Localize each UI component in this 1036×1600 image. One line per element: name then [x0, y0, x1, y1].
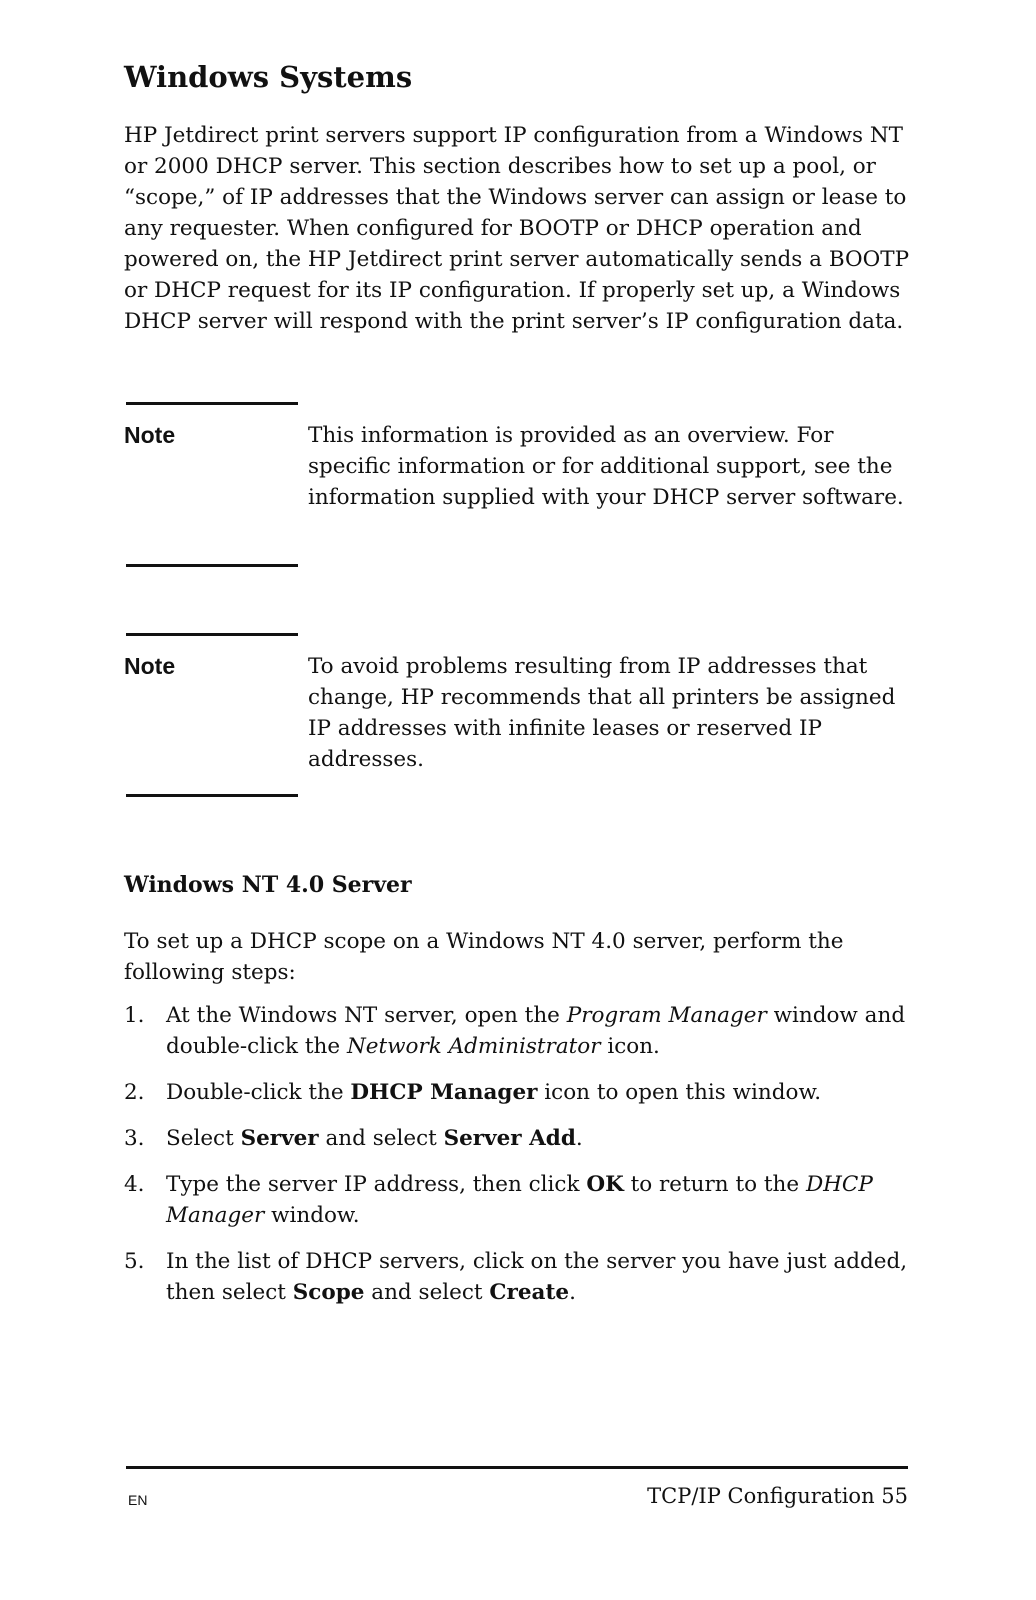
subsection-title: Windows NT 4.0 Server	[124, 872, 412, 898]
subsection-lead: To set up a DHCP scope on a Windows NT 4.0 server, perform the following steps:	[124, 929, 844, 985]
note-bottom-rule	[126, 794, 298, 797]
step-text: .	[575, 1126, 583, 1151]
step-item	[124, 1077, 924, 1108]
step-text: and select	[318, 1126, 444, 1151]
step-strong: Scope	[292, 1280, 365, 1305]
intro-paragraph: HP Jetdirect print servers support IP configuration from a Windows NT or 2000 DHCP server. This section describes how to set up a pool, or “scope,” of IP addresses that the Windows server can assign or lease to any requester. When configured for BOOTP or DHCP operation and powered on, the HP Jetdirect print server automatically sends a BOOTP or DHCP request for its IP configuration. If properly set up, a Windows DHCP server will respond with the print server’s IP configuration data.	[124, 123, 910, 334]
step-text: window.	[264, 1203, 360, 1228]
step-strong: Server Add	[443, 1126, 576, 1151]
step-text: At the Windows NT server, open the	[166, 1003, 567, 1028]
step-emphasis: Network Administrator	[346, 1034, 601, 1059]
footer-language: EN	[128, 1492, 148, 1508]
footer-page-label: TCP/IP Configuration 55	[647, 1484, 908, 1508]
step-number: 1.	[124, 1003, 145, 1028]
step-text: .	[569, 1280, 576, 1305]
step-text: Select	[166, 1126, 241, 1151]
note-bottom-rule	[126, 564, 298, 567]
footer-rule	[126, 1466, 908, 1469]
note-text: This information is provided as an overview. For specific information or for additional support, see the information supplied with your DHCP server software.	[308, 423, 904, 510]
steps-list	[124, 1000, 924, 1323]
note-top-rule	[126, 633, 298, 636]
step-number: 4.	[124, 1172, 145, 1197]
step-text: icon to open this window.	[537, 1080, 822, 1105]
step-strong: OK	[586, 1172, 624, 1197]
page-title: Windows Systems	[124, 60, 413, 94]
step-number: 3.	[124, 1126, 145, 1151]
step-text: Double-click the	[166, 1080, 351, 1105]
step-strong: Create	[489, 1280, 570, 1305]
step-item	[124, 1169, 924, 1231]
step-emphasis: Program Manager	[566, 1003, 767, 1028]
note-label: Note	[124, 422, 176, 448]
step-text: icon.	[600, 1034, 660, 1059]
step-item	[124, 1123, 924, 1154]
note-label: Note	[124, 653, 176, 679]
step-text: window and double-click the	[166, 1003, 906, 1059]
step-text: to return to the	[623, 1172, 806, 1197]
step-text: Type the server IP address, then click	[166, 1172, 587, 1197]
step-number: 5.	[124, 1249, 145, 1274]
note-top-rule	[126, 402, 298, 405]
step-strong: Server	[240, 1126, 319, 1151]
step-number: 2.	[124, 1080, 145, 1105]
step-emphasis: DHCP Manager	[166, 1172, 873, 1228]
step-item	[124, 1246, 924, 1308]
step-text: In the list of DHCP servers, click on the server you have just added, then select	[166, 1249, 908, 1305]
step-text: and select	[364, 1280, 490, 1305]
step-item	[124, 1000, 924, 1062]
note-text: To avoid problems resulting from IP addresses that change, HP recommends that all printers be assigned IP addresses with infinite leases or reserved IP addresses.	[308, 654, 896, 772]
step-strong: DHCP Manager	[350, 1080, 538, 1105]
